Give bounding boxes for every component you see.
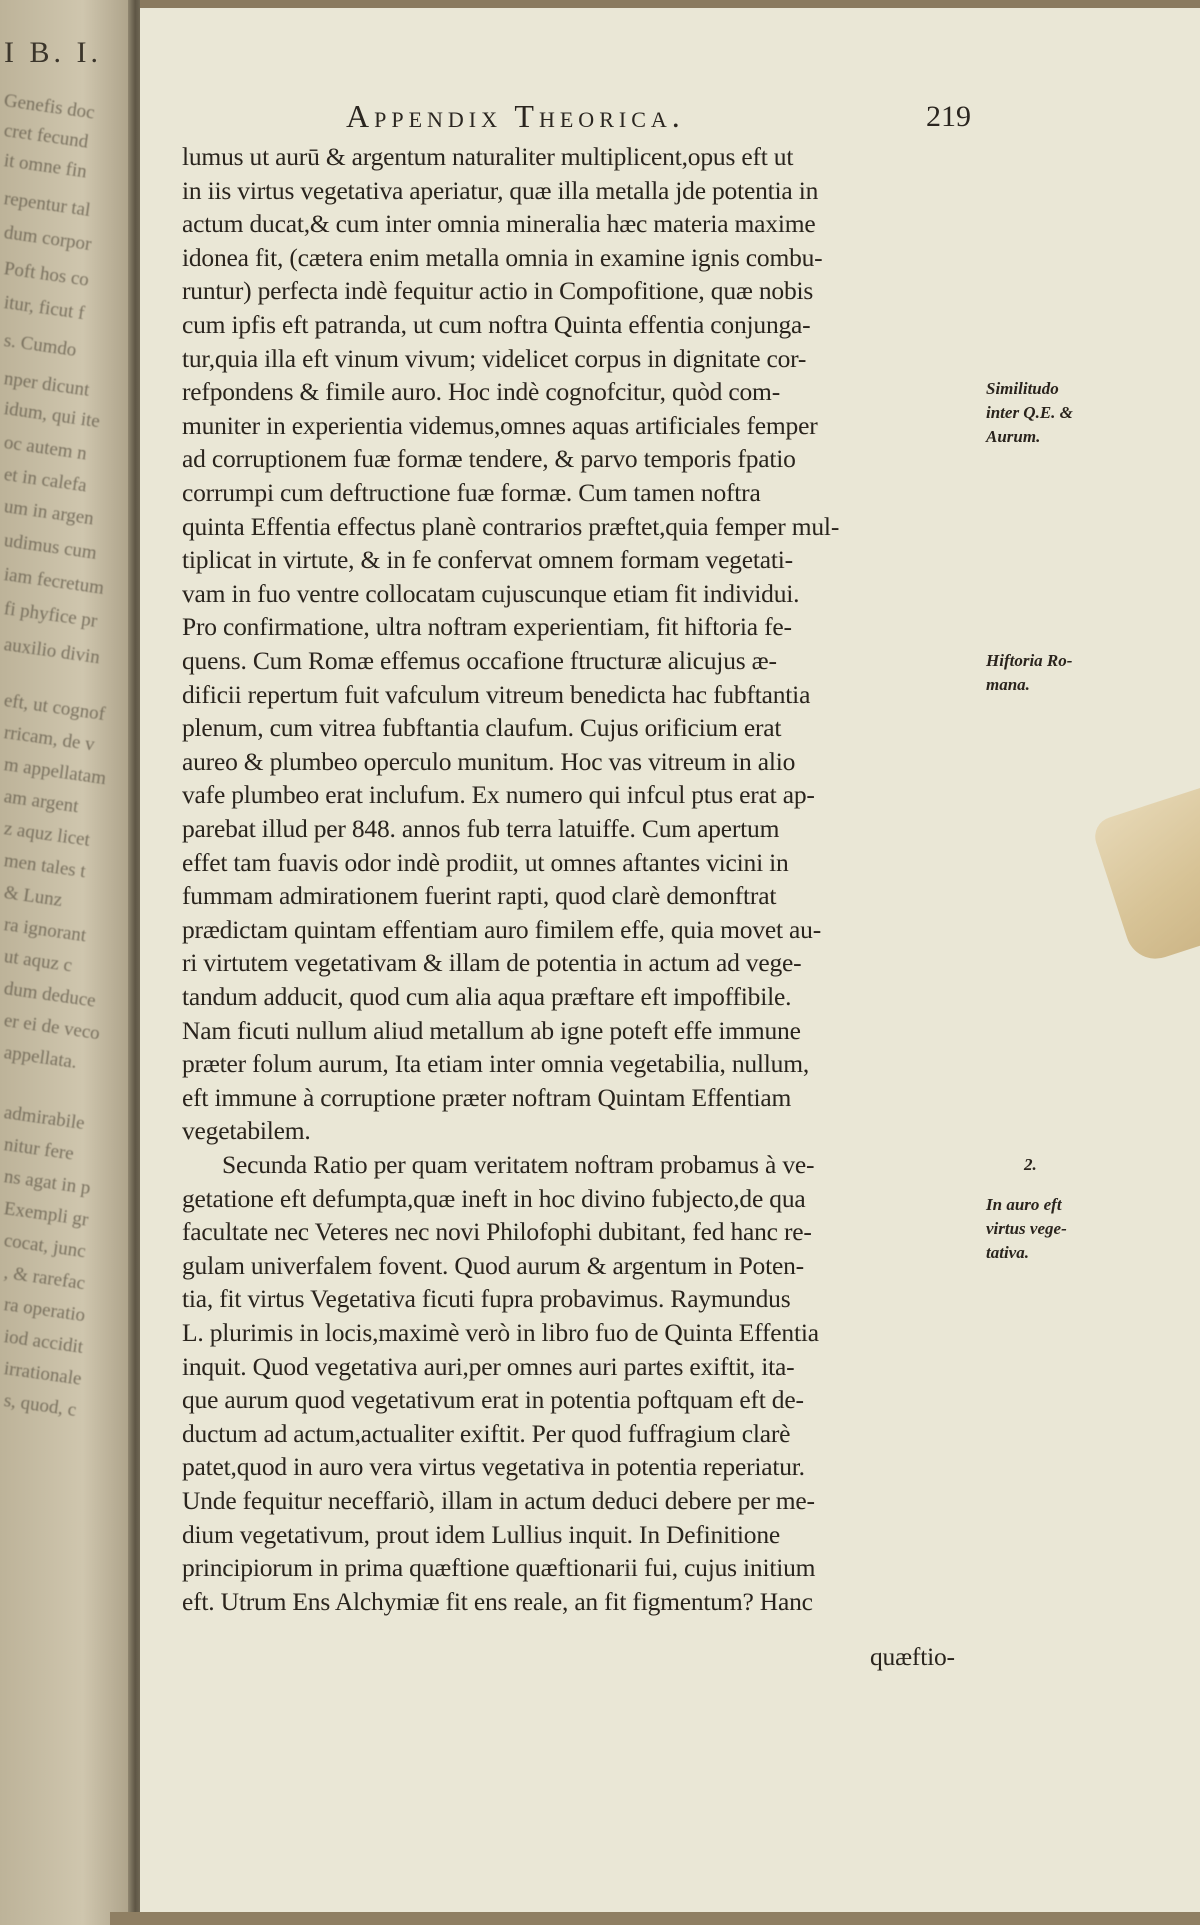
marginal-note-line: Aurum. — [986, 427, 1041, 446]
text-line: gulam univerfalem fovent. Quod aurum & argentum in Poten- — [182, 1250, 804, 1280]
text-line: facultate nec Veteres nec novi Philofophi dubitant, fed hanc re- — [182, 1217, 812, 1247]
page-number: 219 — [926, 100, 971, 133]
left-page-fragment: nper dicunt — [2, 368, 91, 401]
page-bottom-edge — [110, 1912, 1200, 1925]
running-head: Appendix Theorica. — [346, 98, 685, 134]
text-line: dificii repertum fuit vafculum vitreum benedicta hac fubftantia — [182, 679, 811, 709]
left-page-fragment: ra ignorant — [2, 914, 88, 947]
left-page-fragment: ra operatio — [2, 1294, 87, 1327]
left-page-fragment: fi phyfice pr — [2, 598, 99, 632]
left-page-fragment: men tales t — [2, 850, 88, 883]
text-line: inquit. Quod vegetativa auri,per omnes auri partes exiftit, ita- — [182, 1351, 795, 1381]
left-page-fragment: nitur fere — [2, 1134, 76, 1165]
text-line: vafe plumbeo erat inclufum. Ex numero qui infcul ptus erat ap- — [182, 780, 815, 810]
text-line: vam in fuo ventre collocatam cujuscunque etiam fit individui. — [182, 578, 800, 608]
marginal-note-line: Hiftoria Ro- — [986, 651, 1073, 670]
left-page-fragment: et in calefa — [2, 464, 89, 497]
text-line: L. plurimis in locis,maximè verò in libro fuo de Quinta Effentia — [182, 1318, 819, 1347]
left-page-fragment: cret fecund — [2, 120, 90, 153]
text-line: ductum ad actum,actualiter exiftit. Per quod fuffragium clarè — [182, 1418, 791, 1448]
left-page-fragment: iam fecretum — [2, 564, 106, 599]
text-line: tur,quia illa eft vinum vivum; videlicet corpus in dignitate cor- — [182, 343, 807, 373]
text-line: ad corruptionem fuæ formæ tendere, & parvo temporis fpatio — [182, 444, 796, 474]
left-page-fragment: appellata. — [2, 1042, 79, 1074]
left-page-fragment: dum deduce — [2, 978, 97, 1012]
text-line: eft. Utrum Ens Alchymiæ fit ens reale, an fit figmentum? Hanc — [182, 1586, 813, 1616]
text-line: tia, fit virtus Vegetativa ficuti fupra probavimus. Raymundus — [182, 1284, 791, 1314]
marginal-note-line: 2. — [1024, 1155, 1037, 1174]
left-page-fragment: itur, ficut f — [2, 292, 86, 325]
left-page-fragment: Exempli gr — [2, 1198, 90, 1231]
left-page-fragment: s, quod, c — [2, 1390, 78, 1422]
left-page-fragment: Poft hos co — [2, 258, 91, 291]
text-line: patet,quod in auro vera virtus vegetativa in potentia reperiatur. — [182, 1452, 805, 1482]
left-page-fragment: iod accidit — [2, 1326, 85, 1358]
marginal-note-line: tativa. — [986, 1243, 1029, 1262]
text-line: parebat illud per 848. annos fub terra latuiffe. Cum apertum — [182, 814, 780, 843]
text-line: præter folum aurum, Ita etiam inter omnia vegetabilia, nullum, — [182, 1049, 810, 1079]
text-line: prædictam quintam effentiam auro fimilem effe, quia movet au- — [182, 914, 822, 944]
text-line: refpondens & fimile auro. Hoc indè cognofcitur, quòd com- — [182, 377, 780, 407]
left-page-fragment: s. Cumdo — [2, 330, 78, 362]
left-page-fragment: m appellatam — [2, 754, 108, 790]
left-page-fragment: am argent — [2, 786, 80, 818]
text-line: tandum adducit, quod cum alia aqua præftare eft impoffibile. — [182, 982, 792, 1011]
text-line: lumus ut aurū & argentum naturaliter multiplicent,opus eft ut — [182, 142, 794, 171]
left-page-fragment: ut aquz c — [2, 946, 74, 977]
left-page-fragment: oc autem n — [2, 432, 89, 465]
left-page-fragment: irrationale — [2, 1358, 83, 1390]
left-page-fragment: um in argen — [2, 496, 96, 530]
left-page-fragment: z aquz licet — [2, 818, 92, 851]
text-line: quinta Effentia effectus planè contrarios præftet,quia femper mul- — [182, 511, 840, 541]
text-line: corrumpi cum deftructione fuæ formæ. Cum tamen noftra — [182, 478, 761, 507]
marginal-note-line: Similitudo — [986, 379, 1059, 398]
text-line: aureo & plumbeo operculo munitum. Hoc vas vitreum in alio — [182, 746, 796, 776]
text-line: principiorum in prima quæftione quæftionarii fui, cujus initium — [182, 1553, 816, 1583]
left-page-fragment: udimus cum — [2, 530, 99, 564]
left-page-fragment: Genefis doc — [2, 90, 96, 124]
text-line: eft immune à corruptione præter noftram Quintam Effentiam — [182, 1082, 792, 1112]
left-page-fragment: admirabile — [2, 1102, 86, 1135]
left-page-fragment: repentur tal — [2, 188, 92, 222]
left-page-fragment: eft, ut cognof — [2, 690, 107, 726]
text-line: que aurum quod vegetativum erat in potentia poftquam eft de- — [182, 1385, 804, 1415]
left-page-fragment: cocat, junc — [2, 1230, 88, 1263]
marginal-note-line: mana. — [986, 675, 1030, 694]
text-line: muniter in experientia videmus,omnes aquas artificiales femper — [182, 410, 818, 440]
text-line: getatione eft defumpta,quæ ineft in hoc divino fubjecto,de qua — [182, 1183, 806, 1213]
left-page — [0, 0, 138, 1925]
left-page-fragment: dum corpor — [2, 222, 93, 256]
text-line: dium vegetativum, prout idem Lullius inquit. In Definitione — [182, 1519, 780, 1549]
marginal-note-line: inter Q.E. & — [986, 403, 1073, 422]
text-line: fummam admirationem fuerint rapti, quod clarè demonftrat — [182, 881, 777, 911]
text-line: actum ducat,& cum inter omnia mineralia hæc materia maxime — [182, 209, 816, 239]
left-page-fragment: er ei de veco — [2, 1010, 102, 1045]
text-line: quens. Cum Romæ effemus occafione ftructuræ alicujus æ- — [182, 646, 777, 675]
text-line: Secunda Ratio per quam veritatem noftram probamus à ve- — [222, 1150, 815, 1179]
text-line: Unde fequitur neceffariò, illam in actum deduci debere per me- — [182, 1486, 815, 1515]
catchword: quæftio- — [870, 1642, 955, 1671]
left-page-fragment: ns agat in p — [2, 1166, 92, 1200]
left-page-fragment: , & rarefac — [2, 1262, 87, 1295]
text-line: Pro confirmatione, ultra noftram experientiam, fit hiftoria fe- — [182, 612, 792, 642]
text-line: tiplicat in virtute, & in fe confervat omnem formam vegetati- — [182, 545, 793, 575]
text-line: plenum, cum vitrea fubftantia claufum. Cujus orificium erat — [182, 713, 782, 743]
left-page-fragment: rricam, de v — [2, 722, 96, 756]
text-line: vegetabilem. — [182, 1116, 311, 1146]
text-line: runtur) perfecta indè fequitur actio in Compofitione, quæ nobis — [182, 276, 814, 306]
text-line: effet tam fuavis odor indè prodiit, ut omnes aftantes vicini in — [182, 847, 789, 877]
text-line: ri virtutem vegetativam & illam de potentia in actum ad vege- — [182, 948, 802, 978]
left-page-fragment: idum, qui ite — [2, 398, 102, 433]
marginal-note-line: In auro eft — [986, 1195, 1062, 1214]
text-line: cum ipfis eft patranda, ut cum noftra Quinta effentia conjunga- — [182, 310, 811, 339]
left-page-fragment: & Lunz — [2, 882, 64, 912]
left-page-fragment: auxilio divin — [2, 634, 102, 669]
marginal-note-line: virtus vege- — [986, 1219, 1067, 1238]
text-line: Nam ficuti nullum aliud metallum ab igne poteft effe immune — [182, 1015, 801, 1045]
text-line: in iis virtus vegetativa aperiatur, quæ illa metalla jde potentia in — [182, 175, 819, 205]
page-top-edge — [140, 0, 1200, 8]
text-line: idonea fit, (cætera enim metalla omnia in examine ignis combu- — [182, 242, 823, 272]
left-page-header: I B. I. — [4, 36, 102, 69]
left-page-fragment: it omne fin — [2, 150, 89, 183]
